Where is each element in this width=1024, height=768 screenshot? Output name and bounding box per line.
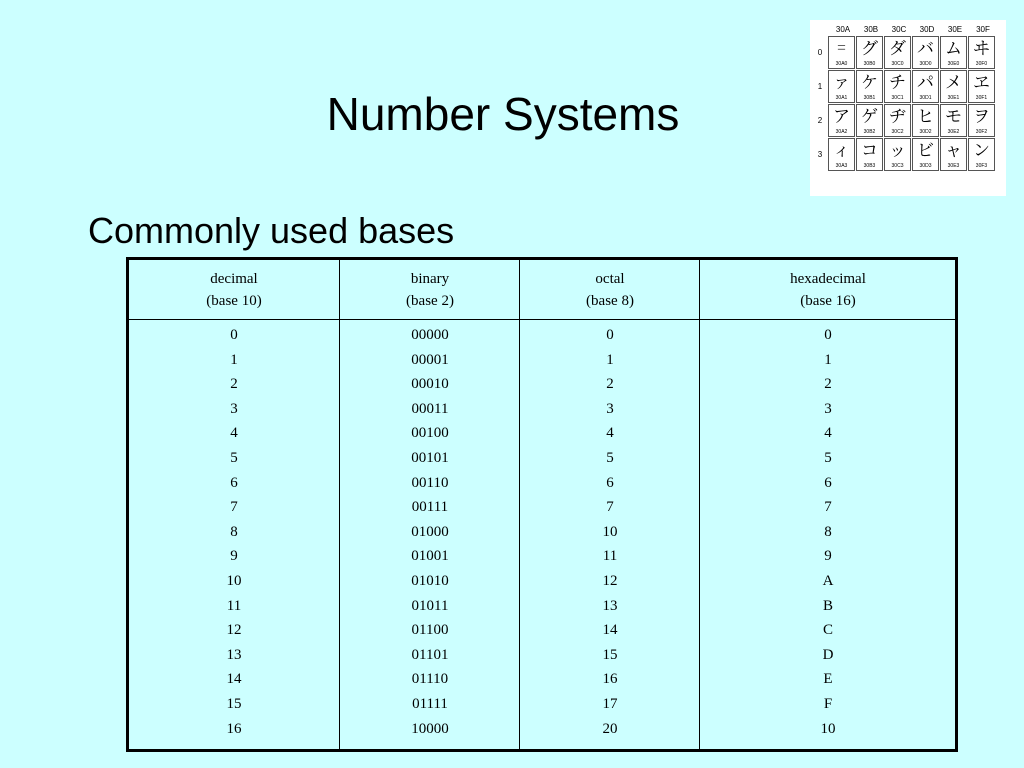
table-cell: 00111 (411, 499, 449, 516)
table-cell: 12 (602, 572, 618, 589)
katakana-code-point: 30F2 (975, 129, 988, 135)
katakana-code-point: 30E3 (947, 163, 960, 169)
table-cell: 0 (230, 327, 238, 343)
katakana-glyph: ダ (889, 39, 906, 59)
table-cell: 01010 (411, 572, 449, 589)
katakana-glyph: ァ (833, 73, 850, 93)
table-column-values (129, 323, 339, 741)
katakana-glyph: メ (945, 73, 962, 93)
table-cell: 3 (230, 400, 238, 417)
katakana-glyph: ヒ (917, 107, 934, 127)
table-cell: C (822, 622, 833, 639)
table-column-values (700, 323, 956, 741)
katakana-chart-cell (940, 104, 967, 137)
katakana-chart-cell (940, 70, 967, 103)
table-cell: 5 (824, 449, 832, 466)
table-cell: 0 (824, 327, 832, 343)
column-header-base: (base 2) (406, 293, 454, 309)
katakana-glyph: ヱ (973, 73, 990, 93)
table-cell: A (822, 572, 834, 589)
katakana-chart-row-header: 2 (817, 116, 823, 125)
table-cell: 15 (226, 695, 242, 712)
table-cell: 6 (824, 474, 832, 491)
table-cell: 2 (606, 376, 614, 393)
katakana-glyph: ゲ (861, 107, 878, 127)
table-column-header (129, 260, 339, 320)
katakana-code-point: 30E2 (947, 129, 960, 135)
katakana-chart-cell (856, 36, 883, 69)
katakana-chart-cell (828, 104, 855, 137)
table-cell: 1 (606, 351, 614, 368)
katakana-code-point: 30D2 (919, 129, 932, 135)
table-cell: 11 (226, 597, 242, 614)
katakana-chart-cell (912, 70, 939, 103)
katakana-glyph: ッ (889, 141, 906, 161)
table-cell: F (823, 695, 833, 712)
table-cell: 3 (606, 400, 614, 417)
column-header-name: decimal (210, 271, 258, 287)
column-header-base: (base 10) (206, 293, 262, 309)
table-cell: 00000 (411, 327, 449, 343)
table-cell: 8 (824, 523, 832, 540)
table-cell: 7 (824, 499, 832, 516)
table-cell: 3 (824, 400, 832, 417)
katakana-code-point: 30D3 (919, 163, 932, 169)
table-cell: 00110 (411, 474, 449, 491)
katakana-code-point: 30F3 (975, 163, 988, 169)
table-cell: 01000 (411, 523, 449, 540)
table-cell: 11 (602, 548, 618, 565)
table-cell: 1 (230, 351, 238, 368)
table-column-values (520, 323, 700, 741)
katakana-chart-cell (856, 70, 883, 103)
katakana-code-point: 30A0 (835, 61, 848, 67)
table-column-decimal (129, 260, 339, 749)
table-cell: 9 (230, 548, 238, 565)
katakana-glyph: ビ (917, 141, 934, 161)
katakana-chart-row-header: 0 (817, 48, 823, 57)
katakana-code-point: 30C3 (891, 163, 904, 169)
katakana-code-chart (810, 20, 1006, 196)
table-cell: 8 (230, 523, 238, 540)
table-cell: 01001 (411, 548, 449, 565)
table-cell: 14 (602, 622, 618, 639)
katakana-chart-cell (940, 138, 967, 171)
table-cell: 01011 (411, 597, 449, 614)
column-header-base: (base 16) (800, 293, 856, 309)
column-header-name: binary (410, 271, 450, 287)
column-header-base: (base 8) (586, 293, 634, 309)
table-cell: 01110 (411, 671, 449, 688)
katakana-glyph: ム (945, 39, 962, 59)
table-cell: 6 (606, 474, 614, 491)
table-cell: 14 (226, 671, 242, 688)
table-cell: 01100 (411, 622, 449, 639)
table-cell: 7 (606, 499, 614, 516)
table-cell: 00101 (411, 449, 449, 466)
katakana-chart-cell (940, 36, 967, 69)
katakana-code-point: 30B3 (863, 163, 876, 169)
katakana-chart-cell (856, 138, 883, 171)
table-cell: 2 (230, 376, 238, 393)
katakana-glyph: ヂ (889, 107, 906, 127)
table-column-binary (339, 260, 520, 749)
katakana-chart-cell (912, 138, 939, 171)
table-cell: 17 (602, 695, 618, 712)
table-column-header (700, 260, 956, 320)
katakana-chart-cell (856, 104, 883, 137)
katakana-chart-column-header: 30A (835, 25, 851, 34)
table-column-values (340, 323, 520, 741)
table-cell: 4 (606, 425, 614, 442)
table-cell: 10000 (411, 720, 449, 737)
table-cell: E (823, 671, 833, 688)
table-cell: 20 (602, 720, 618, 737)
katakana-code-point: 30E0 (947, 61, 960, 67)
katakana-chart-cell (912, 36, 939, 69)
katakana-chart-cell (828, 36, 855, 69)
katakana-glyph: バ (917, 39, 934, 59)
katakana-code-point: 30F0 (975, 61, 988, 67)
katakana-glyph: ヰ (973, 39, 990, 59)
katakana-glyph: ゠ (833, 39, 850, 59)
katakana-code-point: 30C1 (891, 95, 904, 101)
table-cell: 1 (824, 351, 832, 368)
table-cell: D (822, 646, 834, 663)
slide-title: Number Systems (326, 88, 680, 140)
slide-subtitle: Commonly used bases (88, 210, 455, 251)
katakana-chart-cell (968, 138, 995, 171)
katakana-chart-cell (968, 104, 995, 137)
table-cell: 10 (602, 523, 618, 540)
katakana-glyph: ケ (861, 73, 878, 93)
katakana-glyph: チ (889, 73, 906, 93)
table-cell: 10 (820, 720, 836, 737)
katakana-code-point: 30C0 (891, 61, 904, 67)
katakana-glyph: パ (917, 73, 934, 93)
table-column-hexadecimal (699, 260, 956, 749)
katakana-chart-cell (828, 70, 855, 103)
table-cell: 15 (602, 646, 618, 663)
table-cell: 4 (824, 425, 832, 442)
katakana-chart-cell (968, 70, 995, 103)
katakana-chart-row-header: 3 (817, 150, 823, 159)
column-header-name: octal (595, 271, 625, 287)
table-cell: 2 (824, 376, 832, 393)
katakana-chart-column-header: 30E (947, 25, 963, 34)
katakana-chart-cell (884, 104, 911, 137)
katakana-code-point: 30A1 (835, 95, 848, 101)
katakana-code-point: 30B1 (863, 95, 876, 101)
table-cell: 13 (602, 597, 618, 614)
column-header-name: hexadecimal (790, 271, 866, 287)
table-cell: 01101 (411, 646, 449, 663)
katakana-code-point: 30B0 (863, 61, 876, 67)
katakana-glyph: モ (945, 107, 962, 127)
table-cell: 01111 (412, 695, 448, 712)
table-cell: 6 (230, 474, 238, 491)
katakana-glyph: グ (861, 39, 878, 59)
katakana-code-point: 30F1 (975, 95, 988, 101)
katakana-code-point: 30D0 (919, 61, 932, 67)
katakana-glyph: ャ (945, 141, 962, 161)
katakana-code-point: 30B2 (863, 129, 876, 135)
table-cell: 00100 (411, 425, 449, 442)
table-cell: 12 (226, 622, 242, 639)
table-cell: 13 (226, 646, 242, 663)
katakana-code-point: 30A3 (835, 163, 848, 169)
katakana-chart-row-header: 1 (817, 82, 823, 91)
katakana-code-point: 30E1 (947, 95, 960, 101)
katakana-chart-column-header: 30F (976, 25, 990, 34)
table-cell: 16 (226, 720, 242, 737)
table-cell: 16 (602, 671, 618, 688)
table-cell: 7 (230, 499, 238, 516)
katakana-code-point: 30C2 (891, 129, 904, 135)
table-cell: 5 (606, 449, 614, 466)
table-cell: 9 (824, 548, 832, 565)
table-cell: 00011 (411, 400, 449, 417)
table-column-octal (519, 260, 700, 749)
katakana-glyph: コ (861, 141, 878, 161)
katakana-glyph: ン (973, 141, 990, 161)
katakana-code-point: 30A2 (835, 129, 848, 135)
katakana-glyph: ィ (833, 141, 850, 161)
katakana-glyph: ア (833, 107, 850, 127)
katakana-chart-cell (884, 70, 911, 103)
table-cell: B (822, 597, 833, 614)
katakana-chart-cell (968, 36, 995, 69)
table-cell: 5 (230, 449, 238, 466)
number-systems-table (126, 257, 958, 752)
table-cell: 0 (606, 327, 614, 343)
katakana-chart-column-header: 30C (891, 25, 907, 34)
table-cell: 4 (230, 425, 238, 442)
katakana-chart-cell (912, 104, 939, 137)
table-cell: 10 (226, 572, 242, 589)
katakana-chart-cell (884, 36, 911, 69)
katakana-chart-cell (884, 138, 911, 171)
katakana-chart-column-header: 30D (919, 25, 935, 34)
table-cell: 00010 (411, 376, 449, 393)
table-cell: 00001 (411, 351, 449, 368)
katakana-code-point: 30D1 (919, 95, 932, 101)
katakana-glyph: ヲ (973, 107, 990, 127)
table-column-header (340, 260, 520, 320)
katakana-chart-cell (828, 138, 855, 171)
table-column-header (520, 260, 700, 320)
katakana-chart-column-header: 30B (863, 25, 879, 34)
